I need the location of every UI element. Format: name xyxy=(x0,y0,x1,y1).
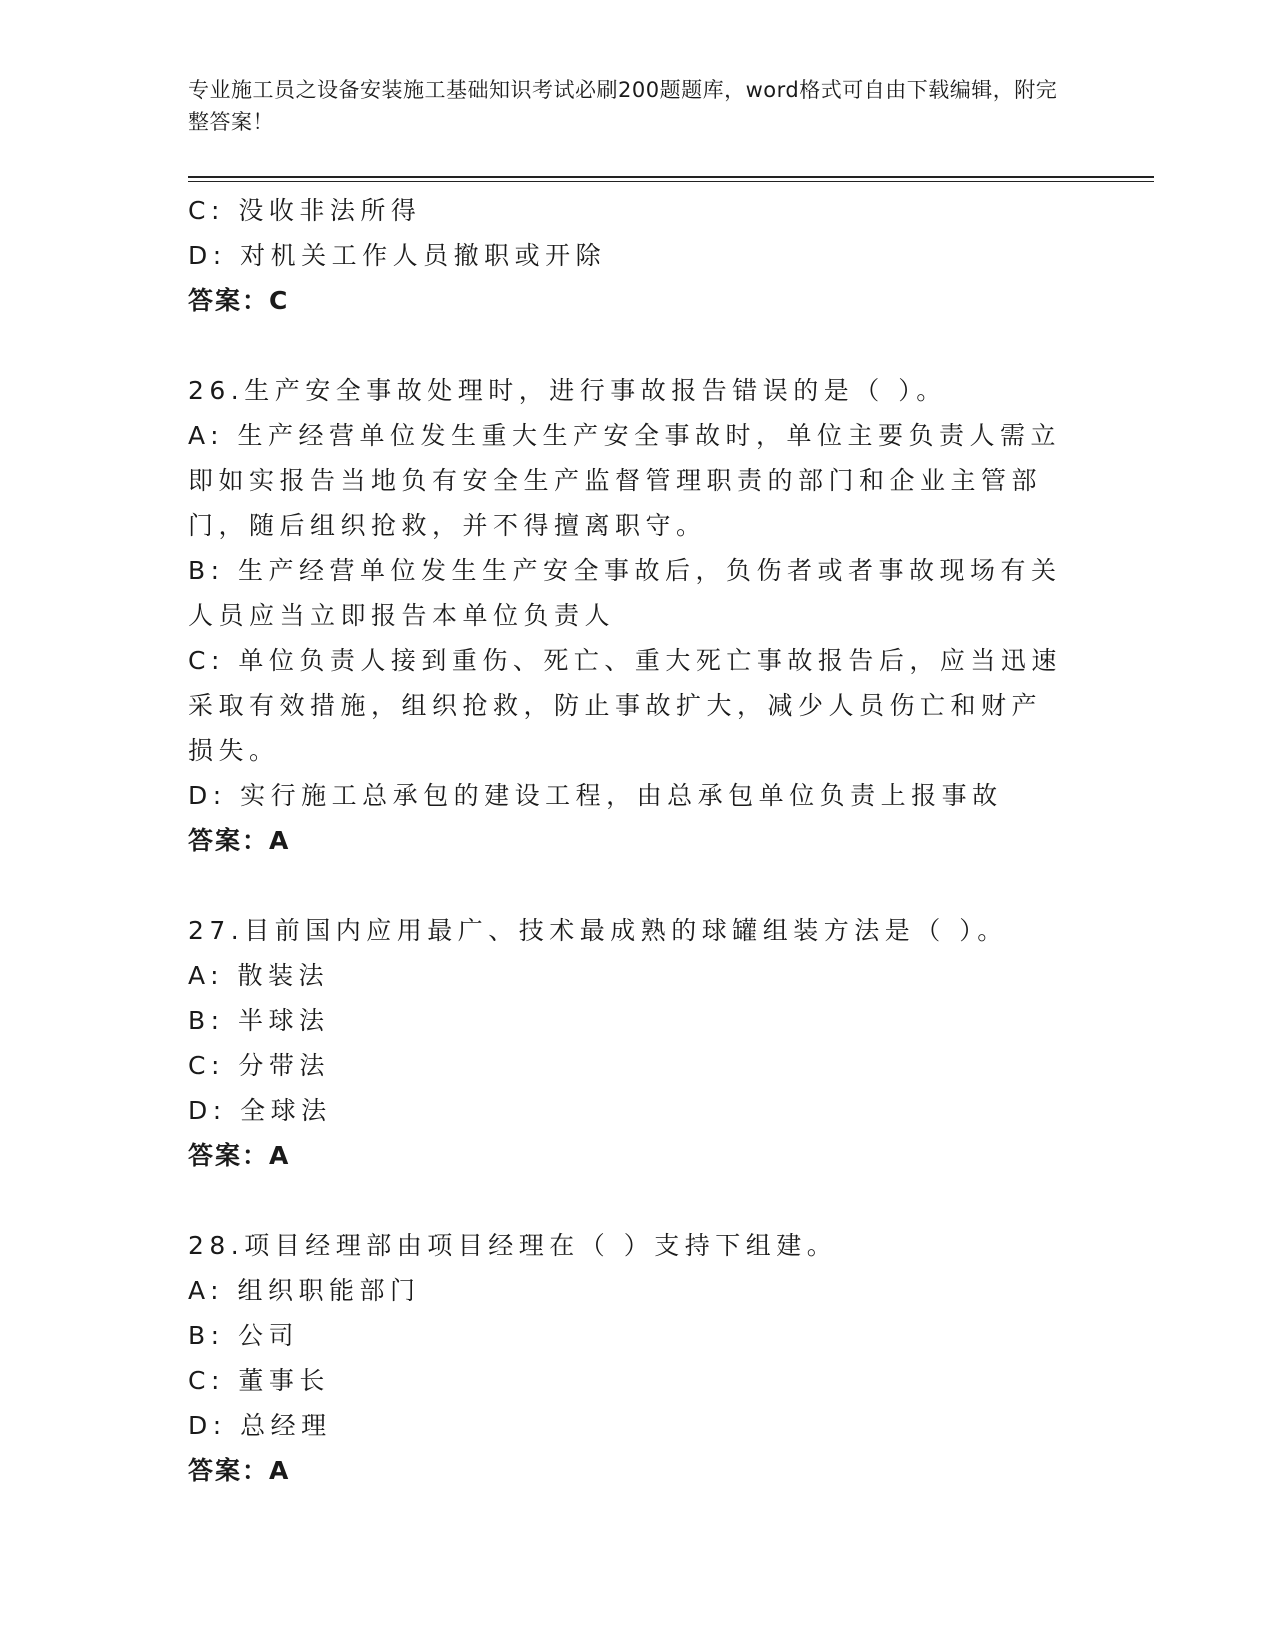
option-c: C: 董事长 xyxy=(188,1366,330,1395)
question-block-27 xyxy=(188,908,1088,1178)
answer-line: 答案：A xyxy=(188,1456,291,1485)
question-block-26 xyxy=(188,368,1088,863)
option-d: D: 对机关工作人员撤职或开除 xyxy=(188,241,607,270)
header-divider-thin xyxy=(188,181,1154,182)
option-d: D: 总经理 xyxy=(188,1411,332,1440)
question-text: 26.生产安全事故处理时，进行事故报告错误的是（ ）。 xyxy=(188,376,947,405)
question-text: 27.目前国内应用最广、技术最成熟的球罐组装方法是（ ）。 xyxy=(188,916,1008,945)
question-list xyxy=(188,188,1088,1493)
option-d: D: 实行施工总承包的建设工程，由总承包单位负责上报事故 xyxy=(188,781,1003,810)
option-b: B: 半球法 xyxy=(188,1006,330,1035)
header-divider-thick xyxy=(188,176,1154,178)
option-a: A: 生产经营单位发生重大生产安全事故时，单位主要负责人需立即如实报告当地负有安全生产监督管理职责的部门和企业主管部门，随后组织抢救，并不得擅离职守。 xyxy=(188,421,1062,540)
option-c: C: 单位负责人接到重伤、死亡、重大死亡事故报告后，应当迅速采取有效措施，组织抢救，防止事故扩大，减少人员伤亡和财产损失。 xyxy=(188,646,1062,765)
answer-line: 答案：A xyxy=(188,826,291,855)
option-a: A: 散装法 xyxy=(188,961,330,990)
answer-line: 答案：A xyxy=(188,1141,291,1170)
option-b: B: 公司 xyxy=(188,1321,300,1350)
question-block-28 xyxy=(188,1223,1088,1493)
option-b: B: 生产经营单位发生生产安全事故后，负伤者或者事故现场有关人员应当立即报告本单位负责人 xyxy=(188,556,1062,630)
option-a: A: 组织职能部门 xyxy=(188,1276,421,1305)
option-d: D: 全球法 xyxy=(188,1096,332,1125)
answer-line: 答案：C xyxy=(188,286,290,315)
option-c: C: 没收非法所得 xyxy=(188,196,422,225)
option-c: C: 分带法 xyxy=(188,1051,330,1080)
document-header: 专业施工员之设备安装施工基础知识考试必刷200题题库，word格式可自由下载编辑，附完整答案！ xyxy=(188,78,1058,134)
question-block-25 xyxy=(188,188,1088,323)
question-text: 28.项目经理部由项目经理在（ ）支持下组建。 xyxy=(188,1231,838,1260)
